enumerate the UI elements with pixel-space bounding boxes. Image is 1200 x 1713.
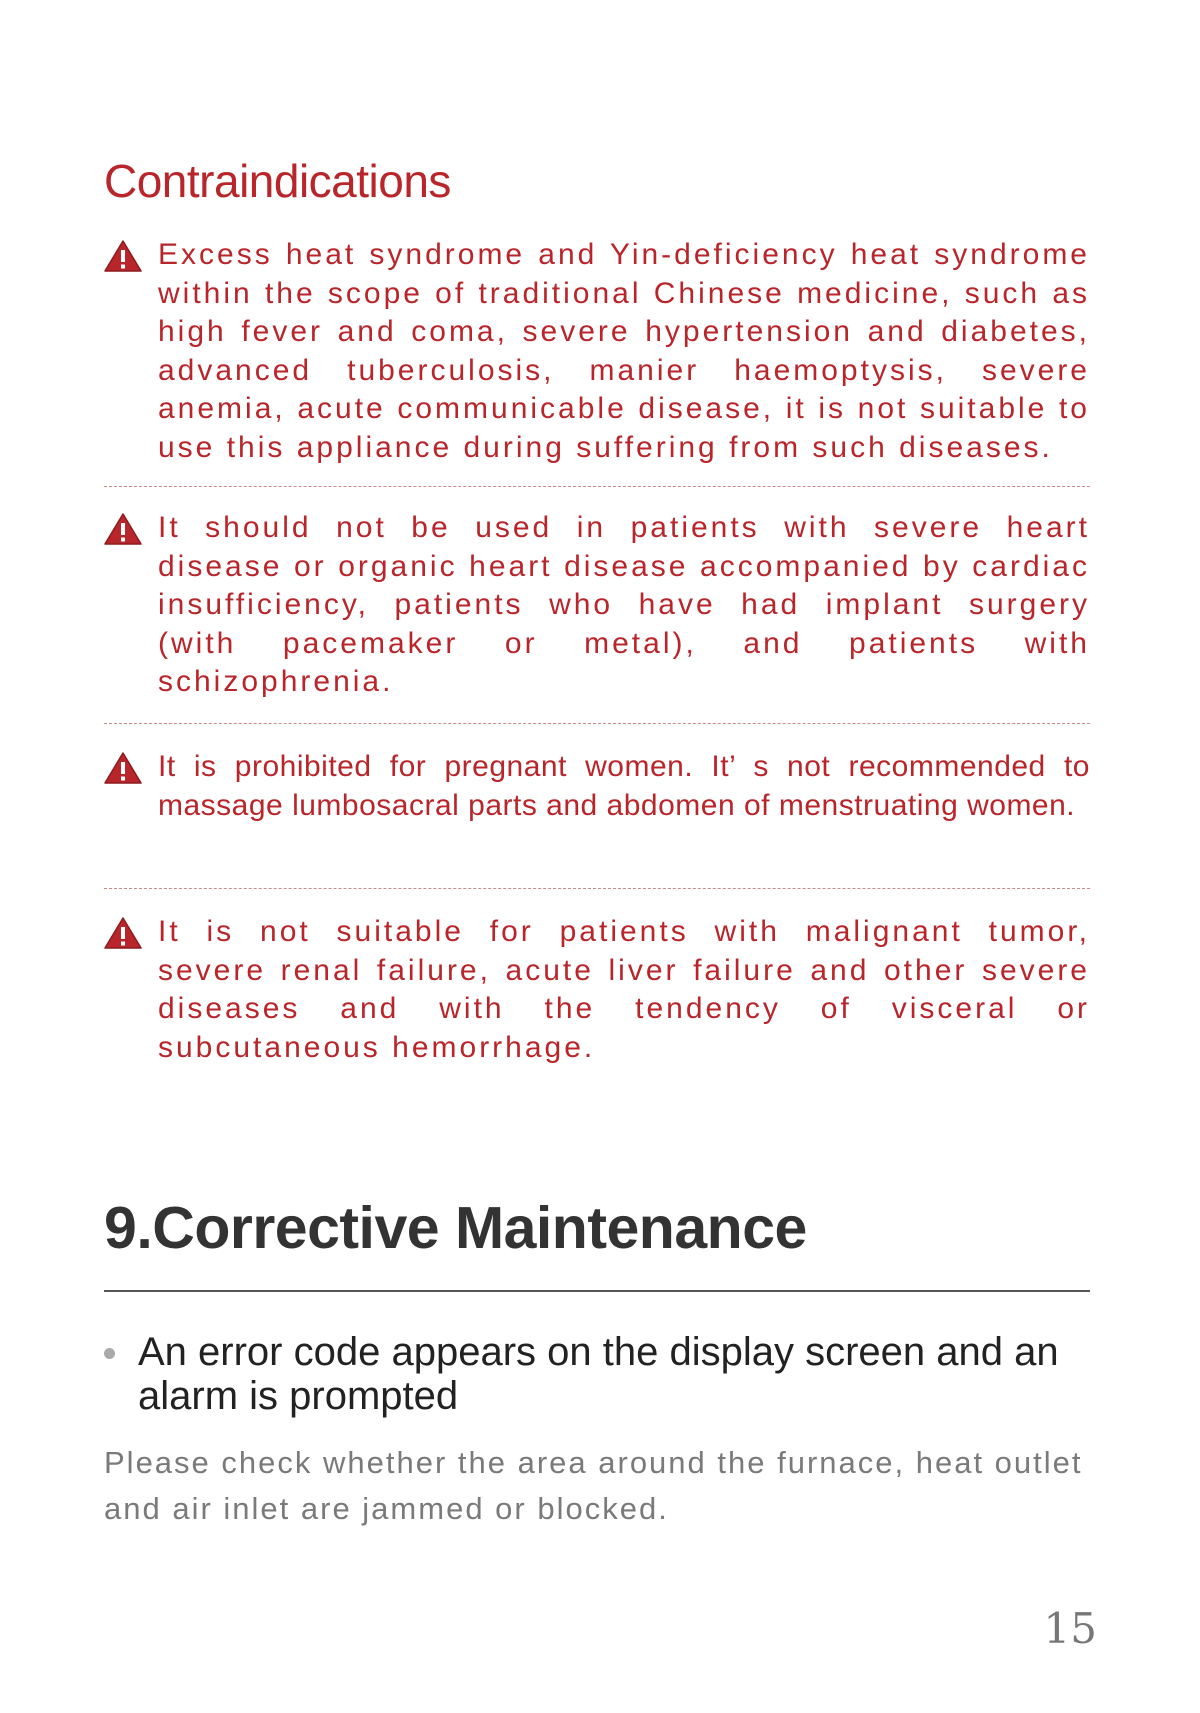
heading-rule — [104, 1290, 1090, 1292]
bullet-text: An error code appears on the display screen and an alarm is prompted — [138, 1330, 1059, 1418]
bullet-item — [104, 1330, 1138, 1418]
warning-triangle-icon — [104, 513, 142, 545]
warning-item — [104, 724, 1090, 888]
warning-item — [104, 236, 1090, 486]
maintenance-heading: 9.Corrective Maintenance — [104, 1195, 807, 1261]
contraindications-title: Contraindications — [104, 155, 451, 207]
bullet-dot-icon — [104, 1348, 115, 1359]
warning-text: It should not be used in patients with severe heart disease or organic heart disease accompanied by cardiac insufficiency, patients who have had implant surgery (with pacemaker or metal), and patients with schizophrenia. — [158, 511, 1090, 698]
warning-text: Excess heat syndrome and Yin-deficiency heat syndrome within the scope of traditional Chinese medicine, such as high fever and coma, severe hypertension and diabetes, advanced tuberculosis, manier haemoptysis, severe anemia, acute communicable disease, it is not suitable to use this appliance during suffering from such diseases. — [158, 238, 1090, 464]
warning-item — [104, 889, 1090, 1067]
warning-text: It is prohibited for pregnant women. It’ s not recommended to massage lumbosacral parts and abdomen of menstruating women. — [158, 750, 1090, 822]
maintenance-body: Please check whether the area around the furnace, heat outlet and air inlet are jammed or blocked. — [104, 1445, 1083, 1526]
warning-triangle-icon — [104, 240, 142, 272]
warning-triangle-icon — [104, 752, 142, 784]
page-number: 15 — [1043, 1604, 1097, 1653]
warning-text: It is not suitable for patients with malignant tumor, severe renal failure, acute liver failure and other severe diseases and with the tendency of visceral or subcutaneous hemorrhage. — [158, 915, 1090, 1064]
warning-triangle-icon — [104, 917, 142, 949]
warning-item — [104, 487, 1090, 723]
contraindications-list — [104, 236, 1090, 1067]
